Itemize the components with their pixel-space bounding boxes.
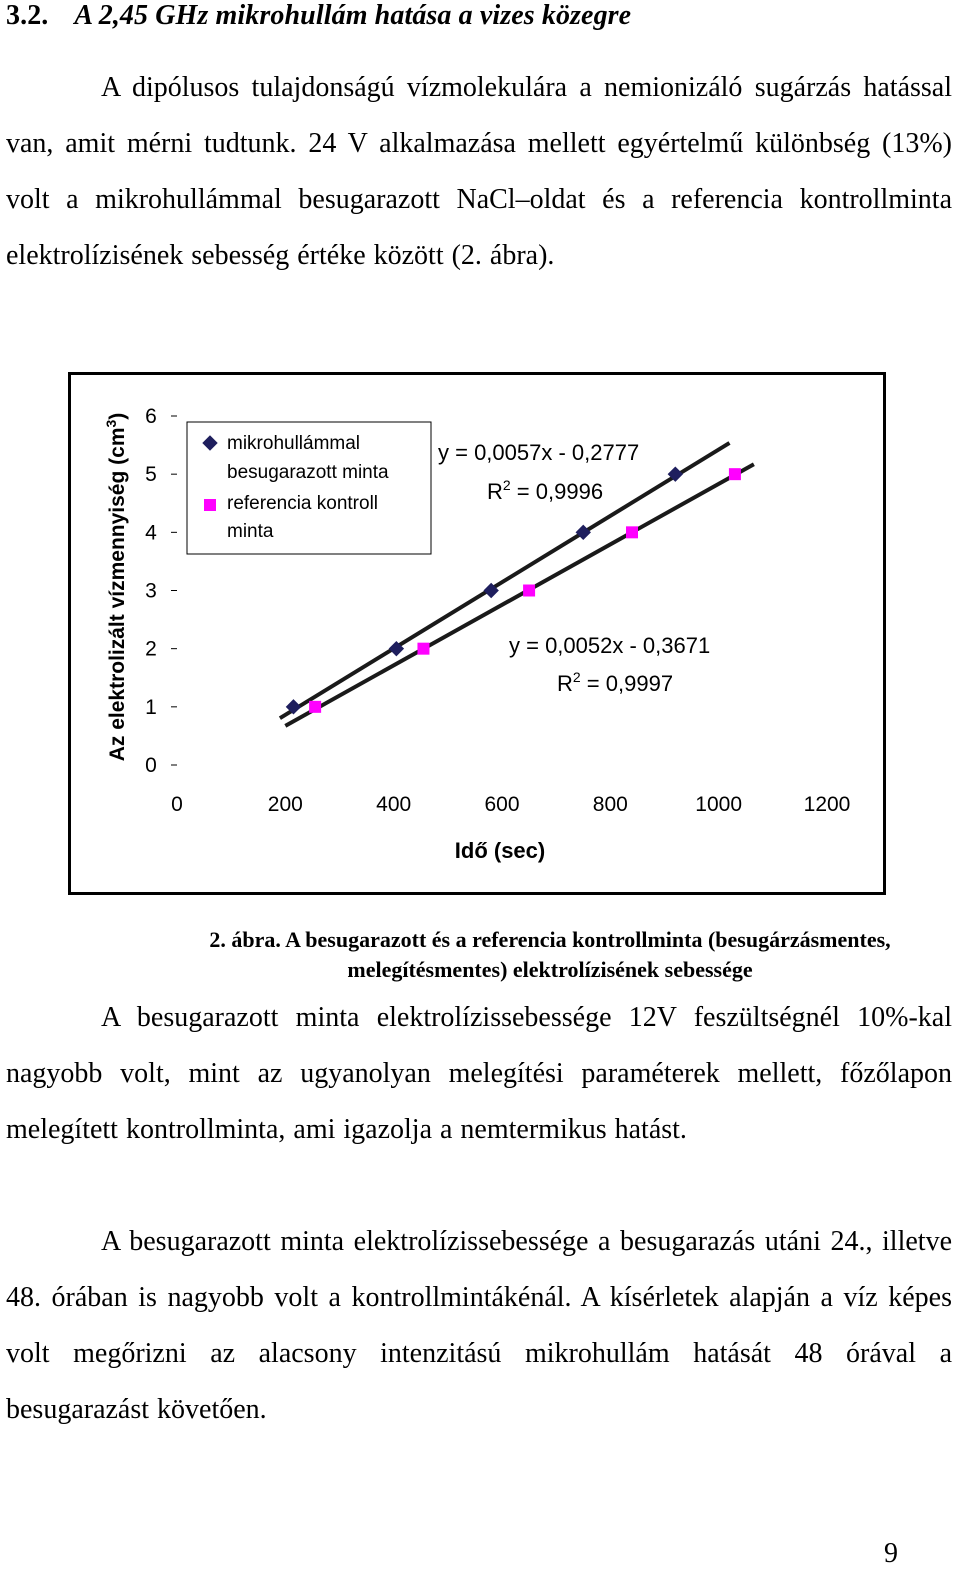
y-tick-label: 2 [145, 637, 157, 661]
legend-label-series-1-line-2: besugarazott minta [227, 462, 389, 483]
section-heading [6, 0, 631, 32]
y-tick-label: 6 [145, 405, 157, 428]
trend-r2-series-1: $R^2 = 0,9996$ [487, 477, 604, 504]
trend-equation-series-2: y = 0,0052x - 0,3671 [509, 633, 711, 658]
x-tick-label: 800 [592, 793, 628, 816]
figure-frame [68, 372, 886, 895]
page-number: 9 [884, 1538, 898, 1569]
section-number: 3.2. [6, 0, 49, 31]
x-tick-label: 600 [484, 793, 520, 816]
paragraph-intro: A dipólusos tulajdonságú vízmolekulára a nemionizáló sugárzás hatással van, amit mérni tudtunk. 24 V alkalmazása mellett egyértelmű különbség (13%) volt a mikrohullámmal besugarazott NaCl–oldat és a referencia kontrollminta elektrolízisének sebesség értéke között (2. ábra). [6, 72, 952, 271]
chart [71, 375, 883, 892]
y-tick-label: 3 [145, 579, 157, 603]
x-tick-label: 0 [171, 793, 183, 816]
legend-marker-square [204, 499, 216, 511]
data-point-series-2 [729, 468, 741, 480]
trend-r2-series-2: $R^2 = 0,9997$ [557, 669, 674, 696]
legend-label-series-2-line-1: referencia kontroll [227, 493, 379, 514]
paragraph-followup: A besugarazott minta elektrolízissebessége a besugarazás utáni 24., illetve 48. órában is nagyobb volt a kontrollmintákénál. A kísérletek alapján a víz képes volt megőrizni az alacsony intenzitású mikrohullám hatását 48 órával a besugarazást követően. [6, 1226, 952, 1425]
legend-label-series-1-line-1: mikrohullámmal [227, 433, 361, 454]
legend [187, 422, 431, 554]
trend-equation-series-1: y = 0,0057x - 0,2777 [438, 440, 640, 465]
data-point-series-2 [309, 701, 321, 713]
caption-text: A besugarazott és a referencia kontrollminta (besugárzásmentes, melegítésmentes) elektrolízisének sebessége [285, 927, 891, 982]
x-tick-label: 1000 [695, 793, 743, 816]
y-tick-label: 1 [145, 695, 157, 719]
legend-label-series-2-line-2: minta [227, 521, 274, 542]
x-tick-label: 200 [267, 793, 303, 816]
caption-label: 2. ábra. [209, 927, 281, 952]
figure-caption [140, 925, 960, 985]
x-axis-title: Idő (sec) [454, 838, 546, 863]
x-tick-label: 400 [376, 793, 412, 816]
y-tick-label: 5 [145, 463, 157, 487]
x-tick-label: 1200 [803, 793, 851, 816]
y-tick-label: 0 [145, 754, 157, 777]
data-point-series-2 [523, 585, 535, 597]
section-title: A 2,45 GHz mikrohullám hatása a vizes közegre [74, 0, 632, 31]
y-axis-title: Az elektrolizált vízmennyiség $(cm^3)$ [103, 412, 129, 762]
y-tick-label: 4 [145, 521, 157, 545]
data-point-series-2 [417, 643, 429, 655]
data-point-series-2 [626, 526, 638, 538]
paragraph-result: A besugarazott minta elektrolízissebessége 12V feszültségnél 10%-kal nagyobb volt, mint az ugyanolyan melegítési paraméterek mellett, főzőlapon melegített kontrollminta, ami igazolja a nemtermikus hatást. [6, 1002, 952, 1145]
